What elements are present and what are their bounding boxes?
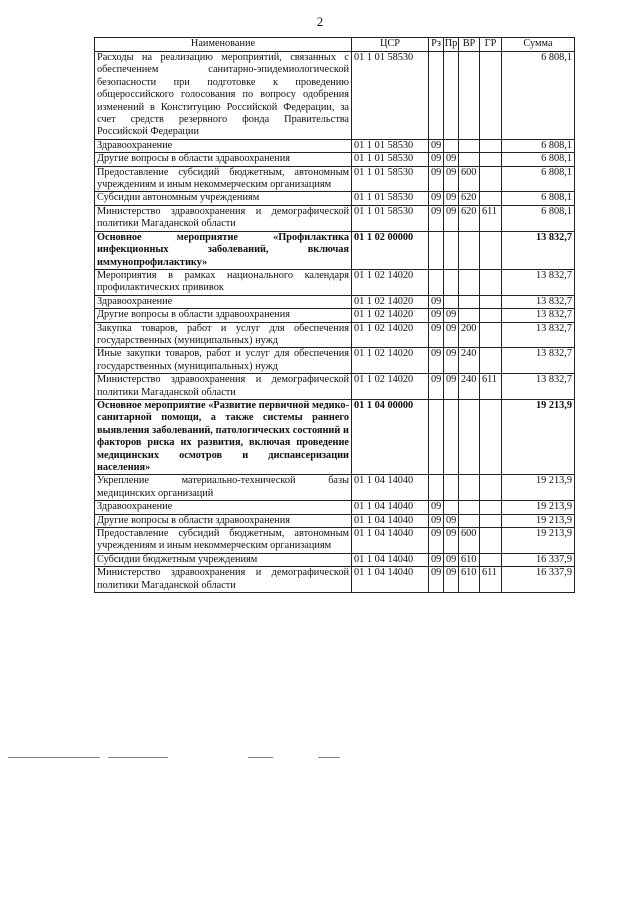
cell-rz: 09: [429, 295, 444, 308]
table-row: [95, 528, 575, 554]
cell-name: Мероприятия в рамках национального календаря профилактических прививок: [95, 269, 352, 295]
header-csr: ЦСР: [352, 38, 429, 52]
cell-gr: [480, 501, 502, 514]
cell-sum: 6 808,1: [502, 192, 575, 205]
cell-sum: 6 808,1: [502, 153, 575, 166]
cell-name: Укрепление материально-технической базы медицинских организаций: [95, 475, 352, 501]
cell-rz: 09: [429, 166, 444, 192]
cell-vr: [459, 153, 480, 166]
cell-sum: 13 832,7: [502, 322, 575, 348]
cell-sum: 13 832,7: [502, 231, 575, 269]
cell-csr: 01 1 04 14040: [352, 514, 429, 527]
cell-name: Субсидии бюджетным учреждениям: [95, 553, 352, 566]
cell-gr: [480, 528, 502, 554]
header-vr: ВР: [459, 38, 480, 52]
cell-pr: [444, 139, 459, 152]
table-row: [95, 139, 575, 152]
table-row: [95, 309, 575, 322]
cell-vr: [459, 52, 480, 140]
cell-gr: 611: [480, 205, 502, 231]
cell-rz: 09: [429, 528, 444, 554]
cell-csr: 01 1 02 14020: [352, 295, 429, 308]
cell-csr: 01 1 02 14020: [352, 374, 429, 400]
cell-vr: 600: [459, 166, 480, 192]
cell-gr: [480, 399, 502, 474]
cell-sum: 16 337,9: [502, 567, 575, 593]
cell-sum: 19 213,9: [502, 528, 575, 554]
table-row: [95, 501, 575, 514]
cell-vr: 600: [459, 528, 480, 554]
header-name: Наименование: [95, 38, 352, 52]
header-rz: Рз: [429, 38, 444, 52]
cell-gr: [480, 514, 502, 527]
table-row: [95, 205, 575, 231]
cell-rz: 09: [429, 192, 444, 205]
cell-gr: [480, 322, 502, 348]
cell-pr: 09: [444, 322, 459, 348]
cell-rz: [429, 231, 444, 269]
table-body: [95, 52, 575, 593]
cell-sum: 13 832,7: [502, 269, 575, 295]
cell-vr: [459, 269, 480, 295]
cell-pr: 09: [444, 166, 459, 192]
cell-vr: [459, 295, 480, 308]
cell-vr: 610: [459, 553, 480, 566]
cell-pr: 09: [444, 528, 459, 554]
cell-rz: [429, 52, 444, 140]
cell-gr: [480, 52, 502, 140]
cell-pr: 09: [444, 514, 459, 527]
cell-name: Другие вопросы в области здравоохранения: [95, 153, 352, 166]
cell-rz: 09: [429, 348, 444, 374]
table-row: [95, 374, 575, 400]
cell-rz: [429, 269, 444, 295]
cell-csr: 01 1 02 00000: [352, 231, 429, 269]
cell-name: Министерство здравоохранения и демографической политики Магаданской области: [95, 205, 352, 231]
table-row: [95, 153, 575, 166]
cell-sum: 6 808,1: [502, 139, 575, 152]
cell-gr: 611: [480, 374, 502, 400]
cell-gr: [480, 348, 502, 374]
cell-vr: 620: [459, 192, 480, 205]
cell-csr: 01 1 02 14020: [352, 348, 429, 374]
cell-gr: [480, 166, 502, 192]
cell-rz: 09: [429, 322, 444, 348]
table-row: [95, 348, 575, 374]
page-footer-rule: [0, 757, 640, 767]
cell-gr: [480, 139, 502, 152]
table-row: [95, 192, 575, 205]
table-row: [95, 52, 575, 140]
cell-pr: [444, 295, 459, 308]
cell-gr: [480, 475, 502, 501]
cell-csr: 01 1 02 14020: [352, 309, 429, 322]
table-row: [95, 553, 575, 566]
cell-gr: [480, 309, 502, 322]
cell-csr: 01 1 01 58530: [352, 166, 429, 192]
cell-pr: 09: [444, 153, 459, 166]
cell-csr: 01 1 01 58530: [352, 52, 429, 140]
cell-pr: 09: [444, 553, 459, 566]
cell-csr: 01 1 04 14040: [352, 567, 429, 593]
cell-pr: [444, 399, 459, 474]
table-row: [95, 475, 575, 501]
cell-csr: 01 1 04 00000: [352, 399, 429, 474]
cell-name: Основное мероприятие «Профилактика инфекционных заболеваний, включая иммунопрофилактику»: [95, 231, 352, 269]
cell-vr: 240: [459, 374, 480, 400]
cell-csr: 01 1 04 14040: [352, 553, 429, 566]
cell-gr: [480, 553, 502, 566]
cell-rz: 09: [429, 205, 444, 231]
cell-pr: 09: [444, 567, 459, 593]
cell-pr: 09: [444, 192, 459, 205]
cell-csr: 01 1 02 14020: [352, 269, 429, 295]
table-row: [95, 514, 575, 527]
cell-csr: 01 1 04 14040: [352, 475, 429, 501]
cell-name: Предоставление субсидий бюджетным, автономным учреждениям и иным некоммерческим организациям: [95, 166, 352, 192]
cell-gr: [480, 295, 502, 308]
cell-csr: 01 1 01 58530: [352, 205, 429, 231]
budget-table: [94, 37, 575, 593]
table-row: [95, 322, 575, 348]
cell-sum: 13 832,7: [502, 295, 575, 308]
cell-sum: 19 213,9: [502, 501, 575, 514]
cell-sum: 19 213,9: [502, 475, 575, 501]
cell-sum: 19 213,9: [502, 514, 575, 527]
cell-rz: 09: [429, 139, 444, 152]
cell-sum: 16 337,9: [502, 553, 575, 566]
table-row: [95, 231, 575, 269]
cell-pr: 09: [444, 309, 459, 322]
cell-vr: [459, 514, 480, 527]
cell-pr: 09: [444, 374, 459, 400]
cell-pr: [444, 231, 459, 269]
cell-name: Другие вопросы в области здравоохранения: [95, 309, 352, 322]
cell-sum: 13 832,7: [502, 309, 575, 322]
cell-sum: 6 808,1: [502, 52, 575, 140]
table-header-row: [95, 38, 575, 52]
cell-csr: 01 1 01 58530: [352, 192, 429, 205]
cell-sum: 19 213,9: [502, 399, 575, 474]
cell-vr: 620: [459, 205, 480, 231]
cell-vr: 610: [459, 567, 480, 593]
cell-csr: 01 1 04 14040: [352, 528, 429, 554]
cell-rz: 09: [429, 374, 444, 400]
cell-rz: 09: [429, 514, 444, 527]
cell-name: Министерство здравоохранения и демографической политики Магаданской области: [95, 374, 352, 400]
cell-sum: 13 832,7: [502, 348, 575, 374]
cell-name: Здравоохранение: [95, 295, 352, 308]
cell-vr: [459, 309, 480, 322]
cell-rz: [429, 475, 444, 501]
cell-gr: [480, 231, 502, 269]
cell-rz: 09: [429, 553, 444, 566]
cell-csr: 01 1 02 14020: [352, 322, 429, 348]
cell-pr: [444, 52, 459, 140]
cell-vr: [459, 231, 480, 269]
cell-vr: 200: [459, 322, 480, 348]
cell-pr: 09: [444, 348, 459, 374]
table-row: [95, 295, 575, 308]
cell-gr: [480, 269, 502, 295]
table-row: [95, 399, 575, 474]
cell-name: Закупка товаров, работ и услуг для обеспечения государственных (муниципальных) нужд: [95, 322, 352, 348]
cell-name: Здравоохранение: [95, 501, 352, 514]
cell-sum: 6 808,1: [502, 166, 575, 192]
table-row: [95, 567, 575, 593]
cell-rz: [429, 399, 444, 474]
cell-gr: [480, 192, 502, 205]
cell-csr: 01 1 01 58530: [352, 139, 429, 152]
cell-name: Основное мероприятие «Развитие первичной медико-санитарной помощи, а также системы раннего выявления заболеваний, патологических состояний и факторов риска их развития, включая проведение медицинских осмотров и диспансеризации населения»: [95, 399, 352, 474]
cell-vr: [459, 139, 480, 152]
cell-name: Здравоохранение: [95, 139, 352, 152]
cell-vr: [459, 501, 480, 514]
cell-rz: 09: [429, 501, 444, 514]
cell-pr: [444, 475, 459, 501]
cell-pr: 09: [444, 205, 459, 231]
cell-name: Иные закупки товаров, работ и услуг для обеспечения государственных (муниципальных) нужд: [95, 348, 352, 374]
cell-sum: 13 832,7: [502, 374, 575, 400]
cell-sum: 6 808,1: [502, 205, 575, 231]
cell-rz: 09: [429, 567, 444, 593]
cell-gr: 611: [480, 567, 502, 593]
cell-pr: [444, 269, 459, 295]
header-sum: Сумма: [502, 38, 575, 52]
cell-vr: 240: [459, 348, 480, 374]
cell-gr: [480, 153, 502, 166]
table-row: [95, 166, 575, 192]
cell-vr: [459, 399, 480, 474]
cell-name: Предоставление субсидий бюджетным, автономным учреждениям и иным некоммерческим организациям: [95, 528, 352, 554]
cell-name: Другие вопросы в области здравоохранения: [95, 514, 352, 527]
table-row: [95, 269, 575, 295]
cell-rz: 09: [429, 309, 444, 322]
cell-name: Расходы на реализацию мероприятий, связанных с обеспечением санитарно-эпидемиологической безопасности при подготовке к проведению общероссийского голосования по вопросу одобрения изменений в Конституцию Российской Федерации, за счет средств резервного фонда Правительства Российской Федерации: [95, 52, 352, 140]
cell-name: Субсидии автономным учреждениям: [95, 192, 352, 205]
header-gr: ГР: [480, 38, 502, 52]
cell-csr: 01 1 01 58530: [352, 153, 429, 166]
page-number: 2: [316, 14, 324, 29]
cell-csr: 01 1 04 14040: [352, 501, 429, 514]
cell-pr: [444, 501, 459, 514]
cell-name: Министерство здравоохранения и демографической политики Магаданской области: [95, 567, 352, 593]
header-pr: Пр: [444, 38, 459, 52]
cell-vr: [459, 475, 480, 501]
cell-rz: 09: [429, 153, 444, 166]
